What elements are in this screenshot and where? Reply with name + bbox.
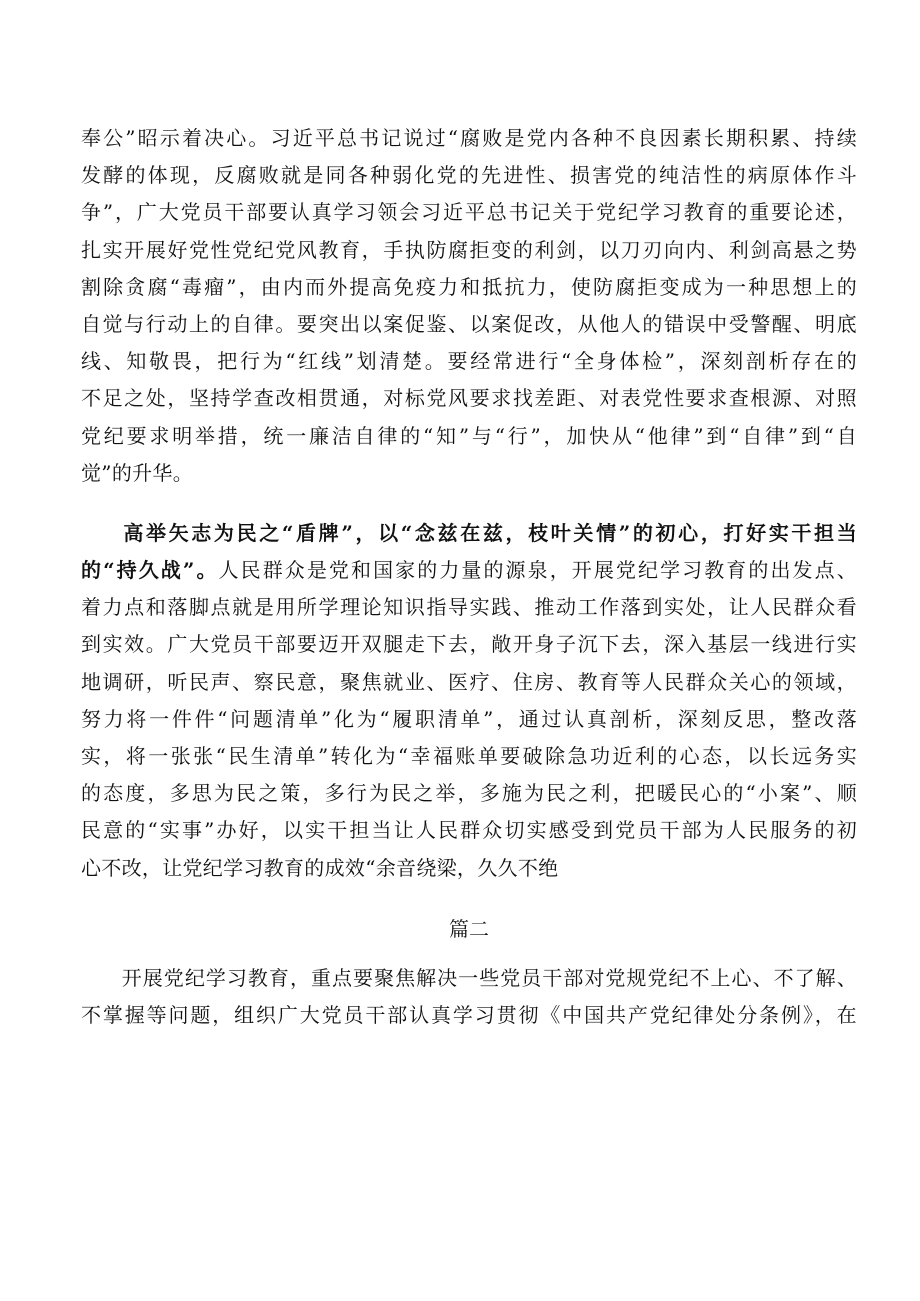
text-line: 争”，广大党员干部要认真学习领会习近平总书记关于党纪学习教育的重要论述， [81, 200, 857, 225]
bold-heading-line [81, 515, 857, 552]
bold-heading-text: 高举矢志为民之“盾牌”，以“念兹在兹，枝叶关情”的初心，打好实干担当 [121, 520, 857, 545]
text-line [81, 552, 857, 589]
text-line: 党纪要求明举措，统一廉洁自律的“知”与“行”，加快从“他律”到“自律”到“自 [81, 423, 857, 448]
text-line: 线、知敬畏，把行为“红线”划清楚。要经常进行“全身体检”，深刻剖析存在的 [81, 349, 857, 374]
text-line: 不掌握等问题，组织广大党员干部认真学习贯彻《中国共产党纪律处分条例》，在 [81, 1003, 857, 1028]
text-line [81, 960, 857, 997]
document-page [81, 120, 857, 1034]
text-line: 的态度，多思为民之策，多行为民之举，多施为民之利，把暖民心的“小案”、顺 [81, 781, 857, 806]
paragraph-2 [81, 515, 857, 887]
text-line: 发酵的体现，反腐败就是同各种弱化党的先进性、损害党的纯洁性的病原体作斗 [81, 163, 857, 188]
paragraph-3 [81, 960, 857, 1034]
bold-heading-suffix: 的“持久战”。 [81, 558, 219, 583]
paragraph-1 [81, 120, 857, 492]
text-line: 心不改，让党纪学习教育的成效“余音绕梁，久久不绝 [81, 855, 559, 880]
text-line: 扎实开展好党性党纪党风教育，手执防腐拒变的利剑，以刀刃向内、利剑高悬之势 [81, 237, 857, 262]
text-line: 不足之处，坚持学查改相贯通，对标党风要求找差距、对表党性要求查根源、对照 [81, 386, 857, 411]
text-line-rest: 人民群众是党和国家的力量的源泉，开展党纪学习教育的出发点、 [218, 558, 857, 583]
text-line: 实，将一张张“民生清单”转化为“幸福账单要破除急功近利的心态，以长远务实 [81, 744, 857, 768]
text-line: 割除贪腐“毒瘤”，由内而外提高免疫力和抵抗力，使防腐拒变成为一种思想上的 [81, 274, 857, 299]
text-line: 努力将一件件“问题清单”化为“履职清单”，通过认真剖析，深刻反思，整改落 [81, 706, 857, 731]
text-line: 民意的“实事”办好，以实干担当让人民群众切实感受到党员干部为人民服务的初 [81, 818, 857, 843]
text-line: 到实效。广大党员干部要迈开双腿走下去，敞开身子沉下去，深入基层一线进行实 [81, 632, 857, 657]
text-line: 奉公”昭示着决心。习近平总书记说过“腐败是党内各种不良因素长期积累、持续 [81, 126, 857, 150]
text-line: 着力点和落脚点就是用所学理论知识指导实践、推动工作落到实处，让人民群众看 [81, 595, 857, 620]
text-line: 地调研，听民声、察民意，聚焦就业、医疗、住房、教育等人民群众关心的领域， [81, 669, 857, 694]
section-title: 篇二 [449, 916, 489, 941]
text-line-content: 开展党纪学习教育，重点要聚焦解决一些党员干部对党规党纪不上心、不了解、 [121, 965, 857, 990]
text-line: 觉”的升华。 [81, 460, 194, 485]
text-line: 自觉与行动上的自律。要突出以案促鉴、以案促改，从他人的错误中受警醒、明底 [81, 311, 857, 336]
